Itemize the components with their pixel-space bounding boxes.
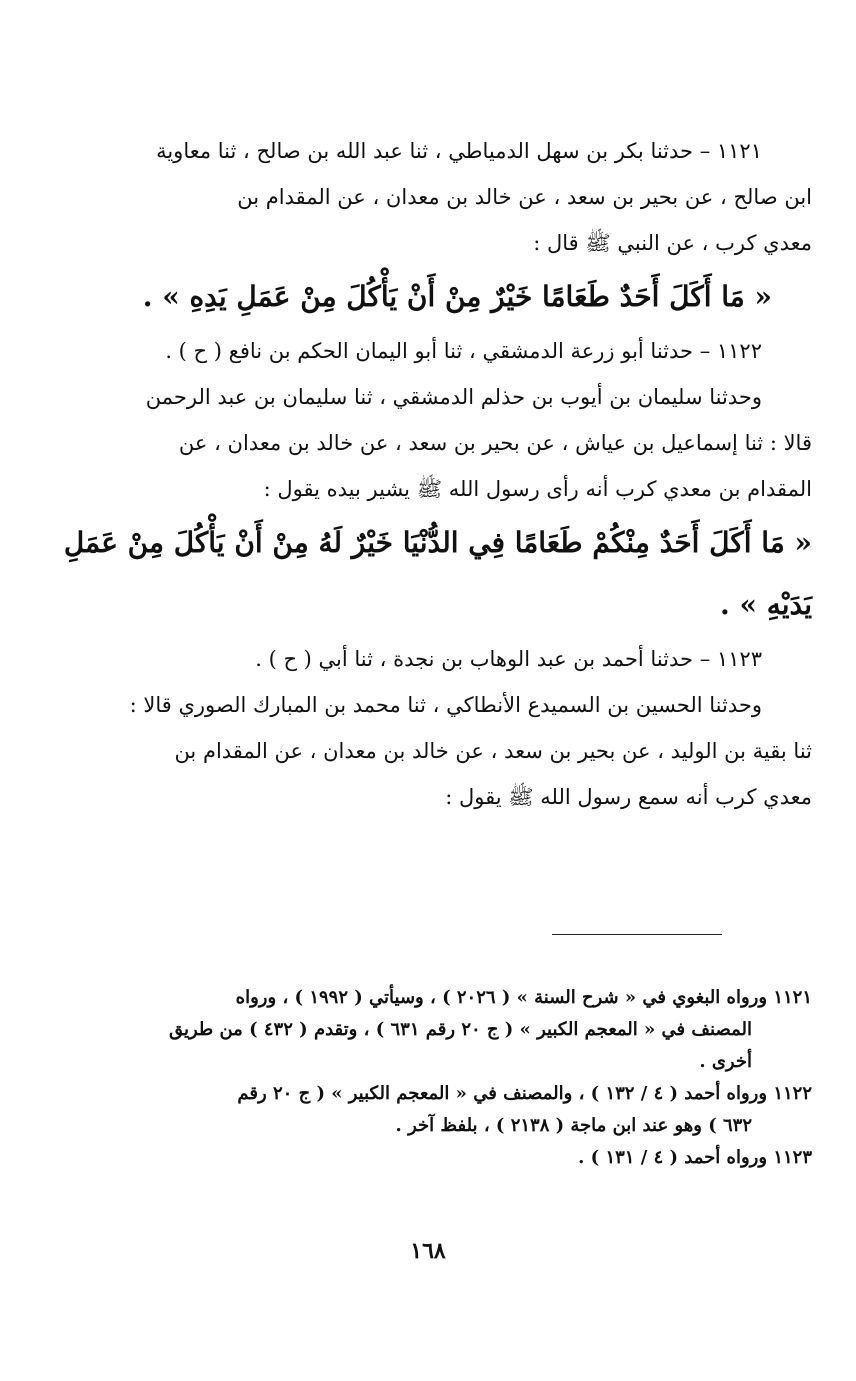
hadith-1123 — [40, 636, 812, 820]
matn-text: « مَا أَكَلَ أَحَدٌ مِنْكُمْ طَعَامًا فِي الدُّنْيَا خَيْرٌ لَهُ مِنْ أَنْ يَأْكُلَ مِنْ عَمَلِ يَدَيْهِ » . — [63, 526, 812, 621]
isnad-line: ١١٢٣ – حدثنا أحمد بن عبد الوهاب بن نجدة ، ثنا أبي ( ح ) . — [255, 647, 762, 671]
footnote-line: ١١٢٢ ورواه أحمد ( ٤ / ١٣٢ ) ، والمصنف في « المعجم الكبير » ( ج ٢٠ رقم — [237, 1083, 812, 1104]
hadith-1121 — [40, 128, 812, 328]
hadith-1122 — [40, 328, 812, 636]
isnad-line: ١١٢١ – حدثنا بكر بن سهل الدمياطي ، ثنا عبد الله بن صالح ، ثنا معاوية — [156, 139, 762, 163]
isnad-line: معدي كرب أنه سمع رسول الله ﷺ يقول : — [445, 785, 812, 809]
footnote-1123 — [40, 1142, 812, 1174]
isnad-line: وحدثنا سليمان بن أيوب بن حذلم الدمشقي ، ثنا سليمان بن عبد الرحمن — [145, 385, 762, 409]
isnad-line: ١١٢٢ – حدثنا أبو زرعة الدمشقي ، ثنا أبو اليمان الحكم بن نافع ( ح ) . — [165, 339, 762, 363]
footnote-line: ١١٢٣ ورواه أحمد ( ٤ / ١٣١ ) . — [578, 1147, 812, 1168]
footnote-line: ١١٢١ ورواه البغوي في « شرح السنة » ( ٢٠٢٦ ) ، وسيأتي ( ١٩٩٢ ) ، ورواه — [235, 987, 812, 1008]
isnad-line: ابن صالح ، عن بحير بن سعد ، عن خالد بن معدان ، عن المقدام بن — [237, 185, 812, 209]
footnote-separator — [552, 934, 722, 935]
matn-text: « مَا أَكَلَ أَحَدٌ طَعَامًا خَيْرٌ مِنْ أَنْ يَأْكُلَ مِنْ عَمَلِ يَدِهِ » . — [142, 280, 772, 313]
page-number: ١٦٨ — [410, 1238, 446, 1264]
footnotes — [40, 982, 812, 1174]
footnote-1122 — [40, 1078, 812, 1142]
isnad-line: المقدام بن معدي كرب أنه رأى رسول الله ﷺ يشير بيده يقول : — [263, 477, 812, 501]
footnote-line: ٦٣٢ ) وهو عند ابن ماجة ( ٢١٣٨ ) ، بلفظ آخر . — [395, 1115, 752, 1136]
footnote-line: المصنف في « المعجم الكبير » ( ج ٢٠ رقم ٦٣١ ) ، وتقدم ( ٤٣٢ ) من طريق — [168, 1019, 752, 1040]
footnote-1121 — [40, 982, 812, 1078]
isnad-line: ثنا بقية بن الوليد ، عن بحير بن سعد ، عن خالد بن معدان ، عن المقدام بن — [174, 739, 812, 763]
isnad-line: وحدثنا الحسين بن السميدع الأنطاكي ، ثنا محمد بن المبارك الصوري قالا : — [129, 693, 762, 717]
footnote-line: أخرى . — [699, 1051, 752, 1072]
isnad-line: قالا : ثنا إسماعيل بن عياش ، عن بحير بن سعد ، عن خالد بن معدان ، عن — [178, 431, 812, 455]
main-text — [40, 128, 812, 820]
isnad-line: معدي كرب ، عن النبي ﷺ قال : — [533, 231, 812, 255]
